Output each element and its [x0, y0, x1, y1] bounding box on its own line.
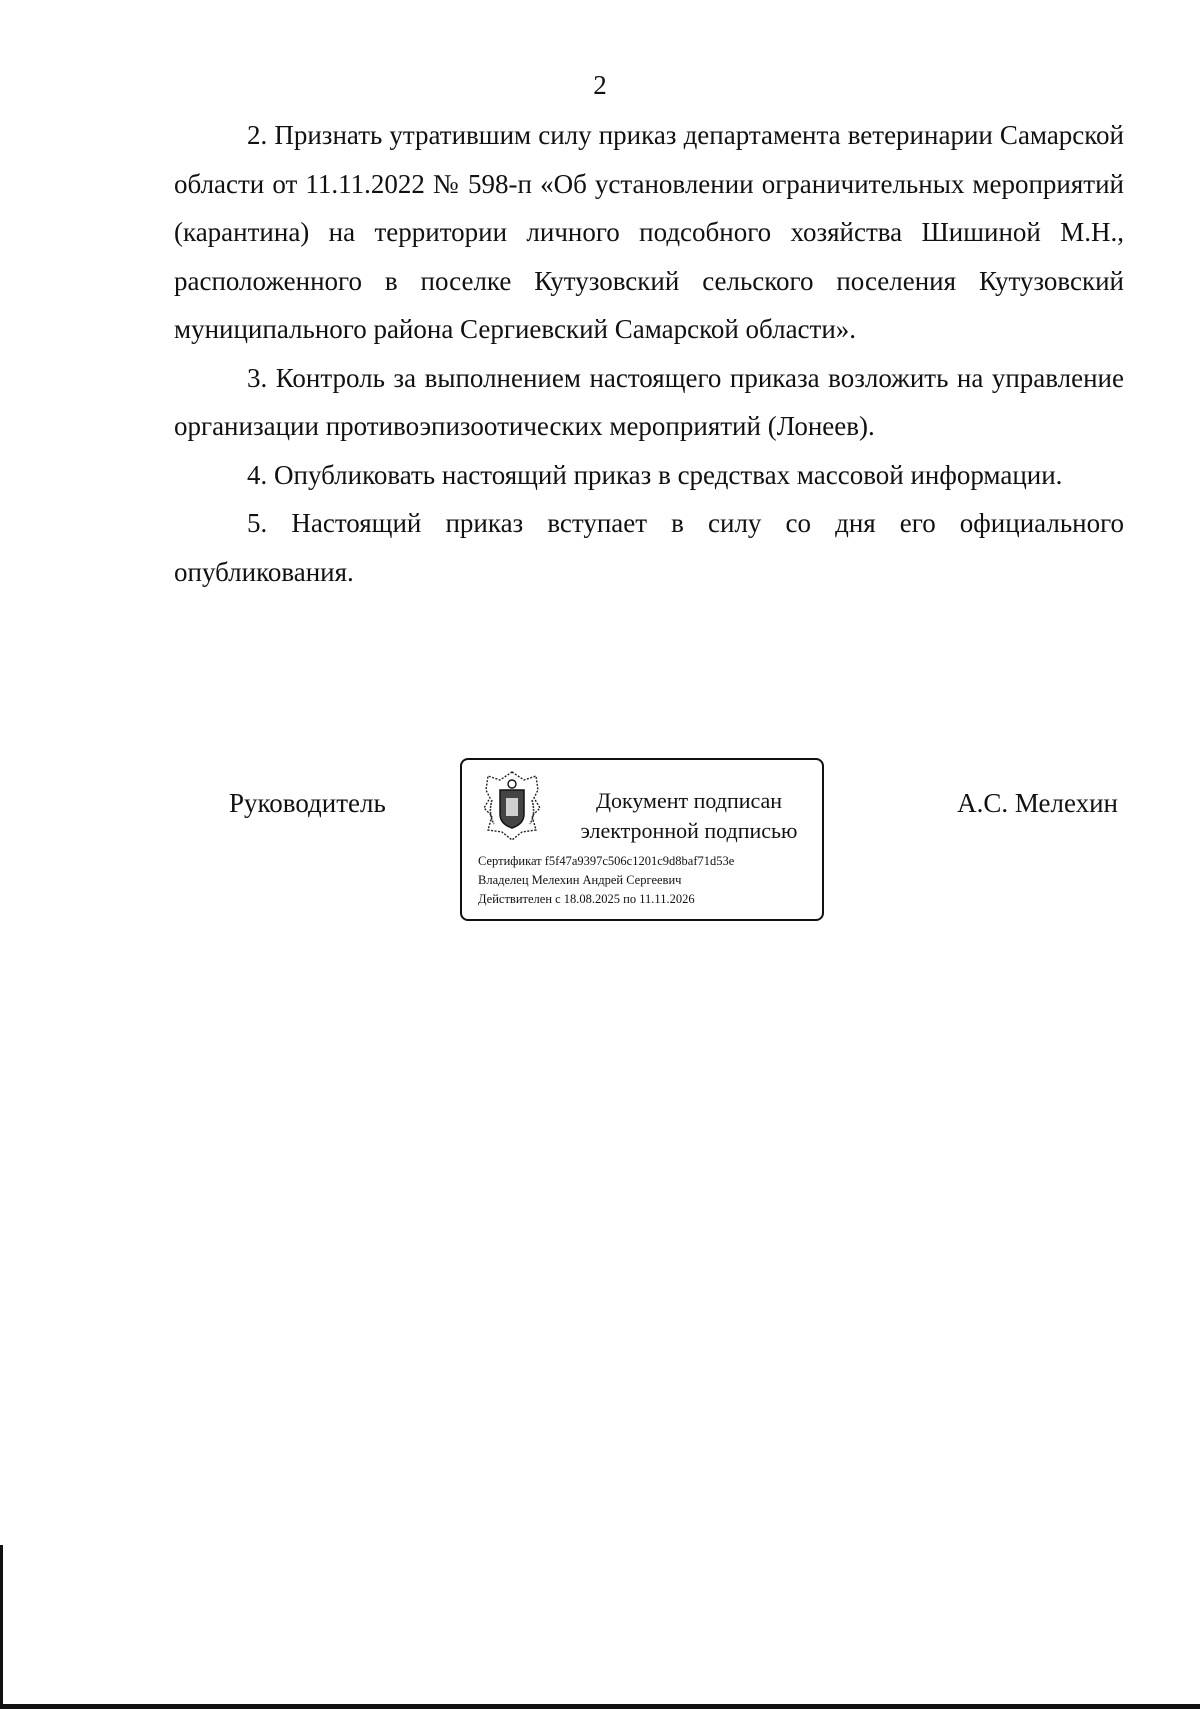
- paragraph-4: 4. Опубликовать настоящий приказ в средствах массовой информации.: [247, 459, 1063, 490]
- paragraph-3: 3. Контроль за выполнением настоящего приказа возложить на управление организации противоэпизоотических мероприятий (Лонеев).: [174, 362, 1124, 441]
- paragraph-5: 5. Настоящий приказ вступает в силу со дня его официального опубликования.: [174, 508, 1124, 587]
- stamp-title-line-2: электронной подписью: [580, 818, 798, 843]
- signatory-name: А.С. Мелехин: [957, 788, 1118, 818]
- scan-edge-mark: [0, 1545, 3, 1709]
- paragraph-2: 2. Признать утратившим силу приказ департамента ветеринарии Самарской области от 11.11.2022 № 598-п «Об установлении ограничительных мероприятий (карантина) на территории личного подсобного хозяйства Шишиной М.Н., расположенного в поселке Кутузовский сельского поселения Кутузовский муниципального района Сергиевский Самарской области».: [174, 120, 1124, 344]
- stamp-details: [478, 852, 734, 909]
- stamp-owner: Владелец Мелехин Андрей Сергеевич: [478, 873, 682, 887]
- stamp-certificate: Сертификат f5f47a9397c506c1201c9d8baf71d53e: [478, 854, 735, 868]
- stamp-title-line-1: Документ подписан: [595, 788, 783, 813]
- document-body: [174, 111, 1124, 596]
- scan-bottom-edge: [0, 1704, 1200, 1709]
- stamp-validity: Действителен с 18.08.2025 по 11.11.2026: [478, 892, 695, 906]
- coat-of-arms-icon: [480, 770, 544, 842]
- stamp-title: [562, 786, 816, 846]
- electronic-signature-stamp: [460, 758, 824, 921]
- page-number: 2: [593, 70, 607, 100]
- signatory-role: Руководитель: [229, 788, 386, 818]
